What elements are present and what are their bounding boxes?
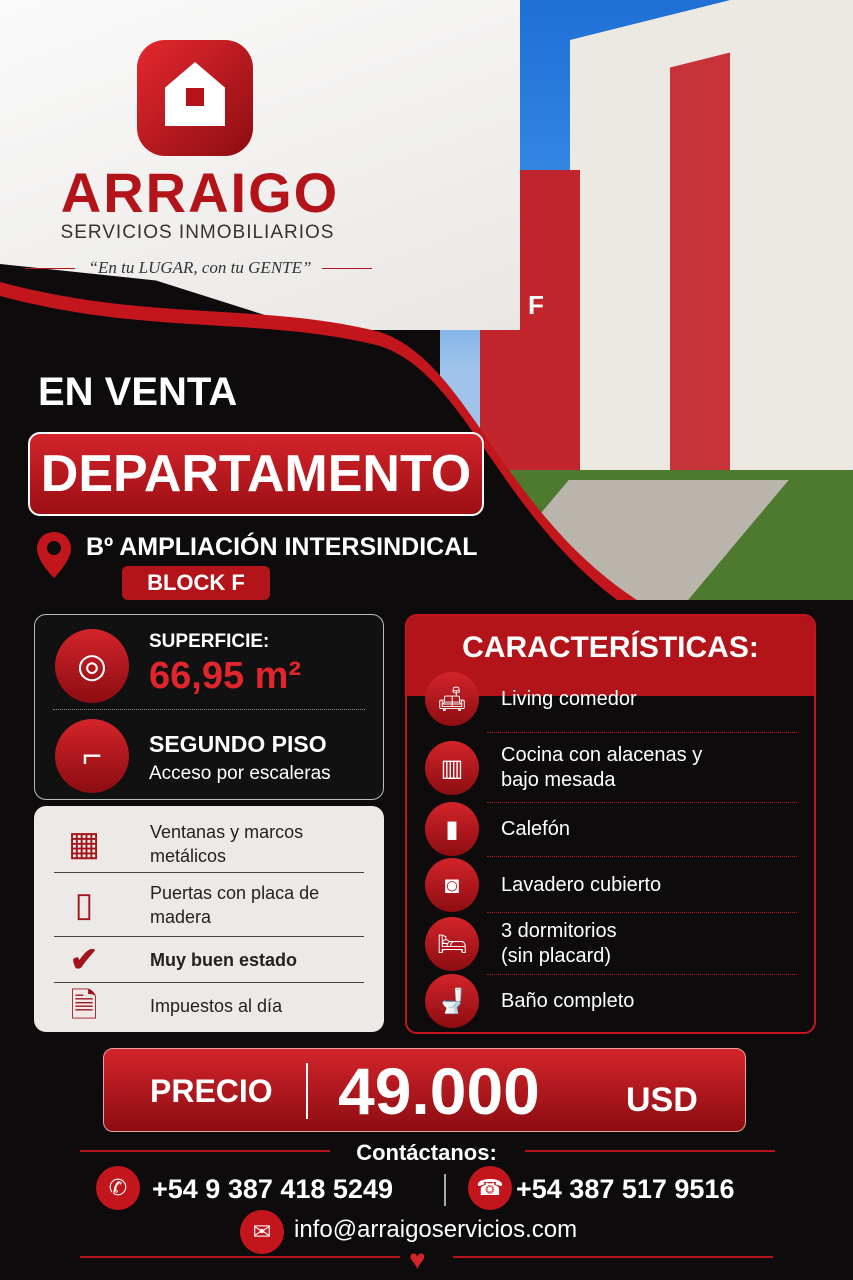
phone-icon: ☎ (468, 1166, 512, 1210)
characteristics-title: CARACTERÍSTICAS: (407, 616, 814, 696)
characteristic-item (425, 802, 795, 856)
bed-icon: 🛏 (425, 917, 479, 971)
characteristic-text: Baño completo (501, 989, 635, 1012)
contact-title: Contáctanos: (356, 1140, 497, 1165)
floor-title: SEGUNDO PISO (149, 731, 327, 757)
divider (444, 1174, 446, 1206)
property-type: DEPARTAMENTO (28, 432, 484, 516)
floor-note: Acceso por escaleras (149, 763, 331, 784)
email-icon: ✉ (240, 1210, 284, 1254)
feature-text: Impuestos al día (150, 995, 283, 1016)
window-icon: ▦ (67, 825, 101, 863)
divider (306, 1063, 308, 1119)
divider (322, 268, 372, 269)
characteristic-item (425, 738, 795, 798)
feature-text: Ventanas y marcos metálicos (150, 822, 304, 866)
characteristics-card (405, 614, 816, 1034)
feature-text: Puertas con placa de madera (150, 882, 320, 927)
sofa-icon: 🛋 (425, 672, 479, 726)
window-icon (184, 86, 206, 108)
door-icon: ▯ (74, 885, 94, 924)
block-badge: BLOCK F (122, 566, 270, 600)
slogan: “En tu LUGAR, con tu GENTE” (88, 258, 312, 277)
feature-item (54, 936, 364, 982)
characteristic-item (425, 914, 795, 974)
kitchen-icon: ▥ (425, 741, 479, 795)
surface-value: 66,95 m² (149, 655, 302, 697)
tape-measure-icon: ◎ (55, 629, 129, 703)
water-heater-icon: ▮ (425, 802, 479, 856)
check-icon: ✔ (69, 940, 99, 979)
location-pin-icon (35, 530, 73, 580)
feature-text: Muy buen estado (150, 949, 298, 970)
price-currency: USD (626, 1081, 698, 1119)
phone-number[interactable]: +54 387 517 9516 (516, 1174, 735, 1204)
characteristic-text: Lavadero cubierto (501, 873, 662, 896)
divider (487, 912, 797, 913)
washing-machine-icon: ◙ (425, 858, 479, 912)
surface-label: SUPERFICIE: (149, 631, 270, 652)
brand-subtitle: SERVICIOS INMOBILIARIOS (60, 222, 335, 243)
stairs-icon: ⌐ (55, 719, 129, 793)
building-sign: F (528, 290, 544, 320)
feature-item (54, 872, 364, 936)
characteristic-item (425, 672, 795, 726)
divider (487, 732, 797, 733)
characteristic-item (425, 974, 795, 1028)
document-check-icon: 🗎 (70, 986, 98, 1025)
divider (53, 709, 365, 710)
size-floor-card (34, 614, 384, 800)
characteristic-text: Living comedor (501, 687, 637, 710)
price-banner (103, 1048, 746, 1132)
price-label: PRECIO (150, 1073, 273, 1109)
brand-name: ARRAIGO (60, 161, 340, 224)
whatsapp-icon: ✆ (96, 1166, 140, 1210)
feature-item (54, 982, 364, 1028)
divider (525, 1150, 775, 1152)
divider (487, 856, 797, 857)
email-address[interactable]: info@arraigoservicios.com (294, 1216, 578, 1243)
characteristic-text: Calefón (501, 817, 570, 840)
price-value: 49.000 (338, 1054, 540, 1128)
toilet-icon: 🚽 (425, 974, 479, 1028)
whatsapp-number[interactable]: +54 9 387 418 5249 (152, 1174, 393, 1204)
divider (453, 1256, 773, 1258)
heart-icon: ♥ (409, 1244, 426, 1275)
characteristic-item (425, 858, 795, 912)
characteristic-text: Cocina con alacenas y bajo mesada (501, 744, 703, 791)
sale-status: EN VENTA (38, 370, 238, 414)
neighborhood: Bº AMPLIACIÓN INTERSINDICAL (86, 533, 478, 561)
characteristic-text: 3 dormitorios (sin placard) (501, 920, 617, 967)
features-card (34, 806, 384, 1032)
feature-item (54, 816, 364, 872)
divider (80, 1256, 400, 1258)
